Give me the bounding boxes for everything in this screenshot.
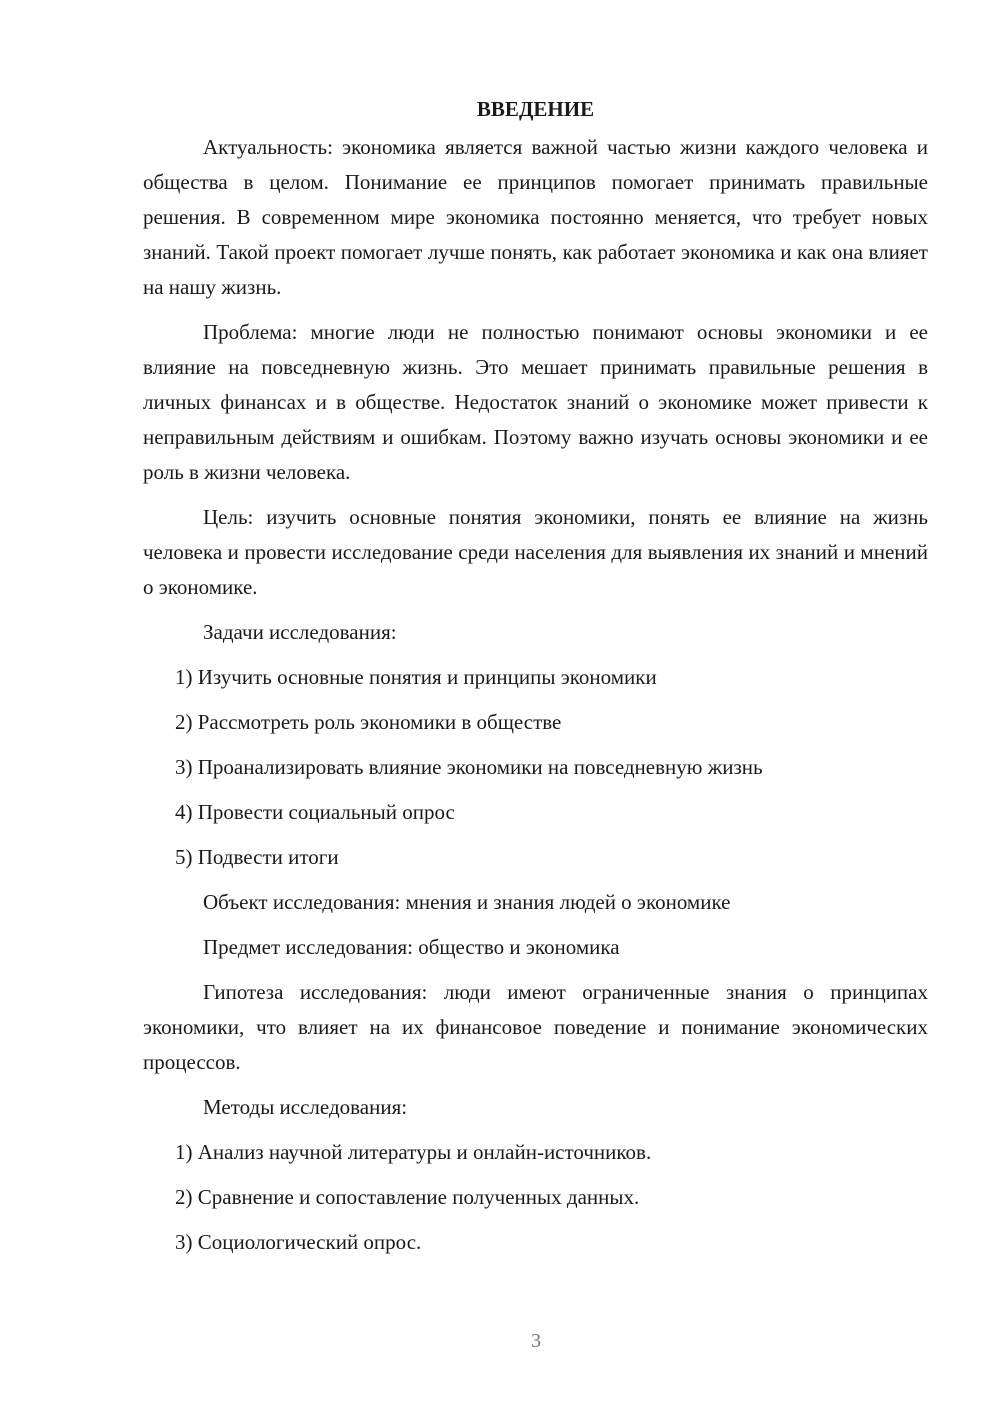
relevance-paragraph: Актуальность: экономика является важной частью жизни каждого человека и общества в целом. Понимание ее принципов помогает принимать правильные решения. В современном мире экономика постоянно меняется, что требует новых знаний. Такой проект помогает лучше понять, как работает экономика и как она влияет на нашу жизнь. [143,135,928,299]
problem-paragraph: Проблема: многие люди не полностью понимают основы экономики и ее влияние на повседневную жизнь. Это мешает принимать правильные решения в личных финансах и в обществе. Недостаток знаний о экономике может привести к неправильным действиям и ошибкам. Поэтому важно изучать основы экономики и ее роль в жизни человека. [143,320,928,484]
task-item: 5) Подвести итоги [175,845,339,869]
document-title: ВВЕДЕНИЕ [476,97,595,121]
page-number: 3 [531,1330,541,1352]
task-item: 1) Изучить основные понятия и принципы экономики [175,665,657,689]
methods-heading: Методы исследования: [203,1095,408,1119]
goal-paragraph: Цель: изучить основные понятия экономики, понять ее влияние на жизнь человека и провести исследование среди населения для выявления их знаний и мнений о экономике. [143,505,928,599]
task-item: 4) Провести социальный опрос [175,800,455,824]
method-item: 1) Анализ научной литературы и онлайн-источников. [175,1140,652,1164]
methods-list [143,1135,928,1260]
method-item: 3) Социологический опрос. [175,1230,422,1254]
task-item: 3) Проанализировать влияние экономики на повседневную жизнь [175,755,763,779]
object-line: Объект исследования: мнения и знания людей о экономике [203,890,731,914]
method-item: 2) Сравнение и сопоставление полученных данных. [175,1185,640,1209]
document-page [143,92,928,1270]
subject-line: Предмет исследования: общество и экономика [203,935,620,959]
hypothesis-paragraph: Гипотеза исследования: люди имеют ограниченные знания о принципах экономики, что влияет на их финансовое поведение и понимание экономических процессов. [143,980,928,1074]
tasks-heading: Задачи исследования: [203,620,397,644]
tasks-list [143,660,928,875]
task-item: 2) Рассмотреть роль экономики в обществе [175,710,562,734]
